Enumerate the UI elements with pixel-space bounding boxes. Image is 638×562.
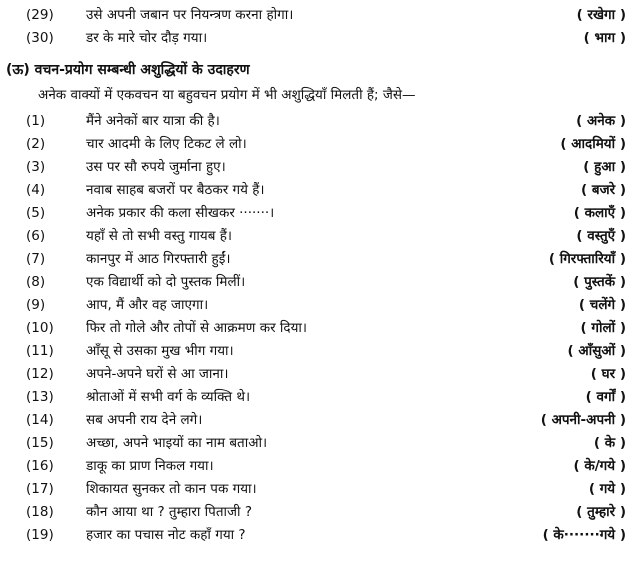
item-number: (5) (26, 205, 46, 221)
item-sentence: डाकू का प्राण निकल गया। (86, 458, 214, 474)
item-answer: ( वर्गों ) (585, 389, 626, 405)
item-sentence: हजार का पचास नोट कहाँ गया ? (86, 527, 246, 543)
list-item (0, 501, 638, 523)
item-sentence: चार आदमी के लिए टिकट ले लो। (86, 136, 247, 152)
list-item (0, 363, 638, 385)
list-item (0, 110, 638, 132)
list-item (0, 409, 638, 431)
item-sentence: श्रोताओं में सभी वर्ग के व्यक्ति थे। (86, 389, 251, 405)
item-answer: ( बजरे ) (581, 182, 626, 198)
list-item (0, 386, 638, 408)
item-sentence: मैंने अनेकों बार यात्रा की है। (86, 113, 220, 129)
list-item (0, 179, 638, 201)
item-number: (10) (26, 320, 54, 336)
item-answer: ( गिरफ्तारियाँ ) (548, 251, 626, 267)
list-item (0, 27, 638, 49)
list-item (0, 202, 638, 224)
item-sentence: अच्छा, अपने भाइयों का नाम बताओ। (86, 435, 268, 451)
item-sentence: आप, मैं और वह जाएगा। (86, 297, 209, 313)
list-item (0, 478, 638, 500)
item-number: (13) (26, 389, 54, 405)
item-sentence: फिर तो गोले और तोपों से आक्रमण कर दिया। (86, 320, 308, 336)
list-item (0, 317, 638, 339)
item-answer: ( तुम्हारे ) (576, 504, 626, 520)
item-sentence: अनेक प्रकार की कला सीखकर ·······। (86, 205, 275, 221)
list-item (0, 524, 638, 546)
item-answer: ( कलाएँ ) (573, 205, 626, 221)
item-number: (7) (26, 251, 46, 267)
list-item (0, 432, 638, 454)
item-number: (30) (26, 30, 54, 46)
item-answer: ( हुआ ) (583, 159, 626, 175)
list-item (0, 248, 638, 270)
list-item (0, 133, 638, 155)
item-sentence: सब अपनी राय देने लगे। (86, 412, 203, 428)
item-answer: ( अपनी-अपनी ) (540, 412, 626, 428)
item-sentence: एक विद्यार्थी को दो पुस्तक मिलीं। (86, 274, 246, 290)
item-answer: ( घर ) (590, 366, 626, 382)
item-number: (9) (26, 297, 46, 313)
item-sentence: अपने-अपने घरों से आ जाना। (86, 366, 229, 382)
item-sentence: आँसू से उसका मुख भीग गया। (86, 343, 234, 359)
item-number: (8) (26, 274, 46, 290)
item-number: (1) (26, 113, 46, 129)
item-answer: ( चलेंगे ) (578, 297, 626, 313)
item-number: (11) (26, 343, 54, 359)
section-heading: (ऊ) वचन-प्रयोग सम्बन्धी अशुद्धियों के उदाहरण (6, 62, 250, 78)
item-number: (6) (26, 228, 46, 244)
item-answer: ( आँसुओं ) (567, 343, 626, 359)
item-answer: ( के·······गये ) (542, 527, 626, 543)
list-item (0, 455, 638, 477)
item-sentence: उस पर सौ रुपये जुर्माना हुए। (86, 159, 226, 175)
item-sentence: कानपुर में आठ गिरफ्तारी हुईं। (86, 251, 231, 267)
item-sentence: उसे अपनी जबान पर नियन्त्रण करना होगा। (86, 7, 294, 23)
item-number: (4) (26, 182, 46, 198)
item-number: (29) (26, 7, 54, 23)
item-sentence: नवाब साहब बजरों पर बैठकर गये हैं। (86, 182, 265, 198)
item-answer: ( वस्तुएँ ) (576, 228, 626, 244)
item-number: (16) (26, 458, 54, 474)
section-intro: अनेक वाक्यों में एकवचन या बहुवचन प्रयोग में भी अशुद्धियाँ मिलती हैं; जैसे— (38, 87, 416, 103)
item-number: (12) (26, 366, 54, 382)
item-number: (14) (26, 412, 54, 428)
list-item (0, 271, 638, 293)
item-sentence: शिकायत सुनकर तो कान पक गया। (86, 481, 257, 497)
item-answer: ( गये ) (588, 481, 626, 497)
item-answer: ( के ) (593, 435, 626, 451)
item-answer: ( पुस्तकें ) (573, 274, 626, 290)
item-answer: ( भाग ) (583, 30, 626, 46)
list-item (0, 340, 638, 362)
item-answer: ( अनेक ) (576, 113, 626, 129)
item-answer: ( गोलों ) (580, 320, 626, 336)
item-number: (18) (26, 504, 54, 520)
item-number: (2) (26, 136, 46, 152)
item-answer: ( के/गये ) (573, 458, 626, 474)
list-item (0, 294, 638, 316)
list-item (0, 4, 638, 26)
item-number: (15) (26, 435, 54, 451)
item-sentence: यहाँ से तो सभी वस्तु गायब हैं। (86, 228, 233, 244)
item-number: (19) (26, 527, 54, 543)
item-answer: ( रखेगा ) (576, 7, 626, 23)
item-number: (17) (26, 481, 54, 497)
list-item (0, 156, 638, 178)
item-sentence: डर के मारे चोर दौड़ गया। (86, 30, 208, 46)
item-number: (3) (26, 159, 46, 175)
item-sentence: कौन आया था ? तुम्हारा पिताजी ? (86, 504, 253, 520)
list-item (0, 225, 638, 247)
item-answer: ( आदमियों ) (560, 136, 626, 152)
